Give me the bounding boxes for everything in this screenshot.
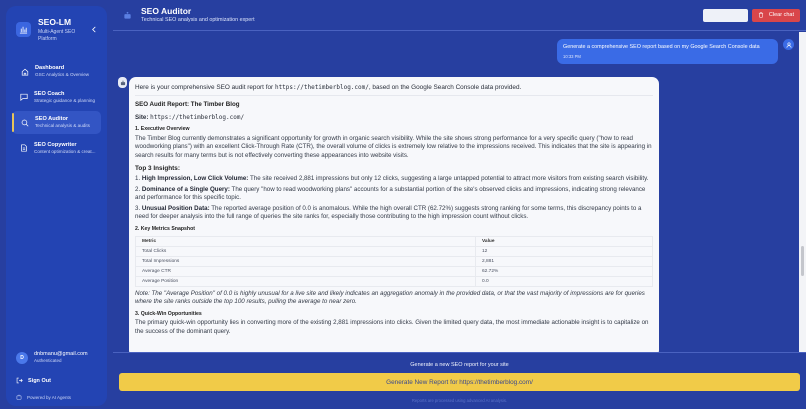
page-title: SEO Auditor: [141, 6, 192, 16]
metric-value: 2,881: [476, 256, 653, 266]
metrics-table: [135, 236, 653, 287]
search-icon: [20, 118, 29, 127]
user-profile: [16, 351, 97, 364]
robot-icon: [123, 11, 132, 20]
sidebar-item-seo-copywriter[interactable]: [12, 137, 101, 160]
sidebar-item-dashboard[interactable]: [12, 60, 101, 83]
insight-text: The site received 2,881 impressions but only 12 clicks, suggesting a large untapped potential to attract more visitors from existing search visibility.: [248, 175, 649, 182]
generate-report-button[interactable]: Generate New Report for https://thetimberblog.com/: [119, 373, 800, 391]
powered-by-label: Powered by AI Agents: [27, 394, 72, 400]
generate-label: Generate a new SEO report for your site: [410, 362, 509, 368]
sidebar-footer: [6, 351, 107, 406]
report-site: [135, 114, 653, 122]
column-header: Value: [476, 236, 653, 246]
sidebar-item-subtitle: GSC Analytics & Overview: [35, 72, 90, 77]
sidebar-item-label: SEO Copywriter: [34, 141, 77, 148]
brand: [6, 6, 107, 54]
page-header: [113, 0, 806, 31]
table-row: [136, 276, 653, 286]
document-icon: [20, 144, 28, 153]
metric-name: Total Clicks: [136, 246, 476, 256]
sign-out-icon: [16, 377, 23, 384]
sidebar-item-seo-coach[interactable]: [12, 86, 101, 109]
user-status: Authenticated: [34, 358, 62, 363]
user-message: [557, 39, 778, 64]
bar-chart-icon: [16, 22, 31, 37]
avatar: D: [16, 352, 28, 364]
insight-item: [135, 205, 653, 222]
intro-text-end: , based on the Google Search Console data provided.: [368, 84, 522, 91]
chat-scrollbar[interactable]: [799, 32, 806, 352]
sign-out-button[interactable]: [16, 377, 97, 384]
metric-value: 0.0: [476, 276, 653, 286]
home-icon: [20, 67, 29, 76]
intro-url: https://thetimberblog.com/: [274, 84, 369, 91]
chat-icon: [20, 93, 28, 102]
generate-footnote: Reports are processed using advanced AI analysis.: [411, 398, 508, 403]
chevron-left-icon[interactable]: [91, 26, 97, 35]
column-header: Metric: [136, 236, 476, 246]
section-body: The primary quick-win opportunity lies in converting more of the existing 2,881 impressions into clicks. Given the limited query data, the most immediate actionable insight is to capitalize on the success of the dominant query.: [135, 319, 649, 335]
sidebar-item-subtitle: Content optimization & creat...: [34, 148, 96, 154]
insight-label: Unusual Position Data:: [141, 204, 210, 212]
metric-name: Average Position: [136, 276, 476, 286]
metric-value: 12: [476, 246, 653, 256]
clear-chat-label: Clear chat: [768, 12, 794, 18]
chat-scrollbar-thumb[interactable]: [801, 246, 804, 276]
metric-value: 62.72%: [476, 266, 653, 276]
assistant-message: [129, 77, 659, 352]
insight-label: Dominance of a Single Query:: [141, 185, 230, 193]
bot-icon: [118, 77, 127, 88]
report-intro: [135, 83, 653, 96]
table-row: [136, 266, 653, 276]
sidebar-item-subtitle: Technical analysis & audits: [35, 123, 90, 128]
trash-icon: [758, 12, 764, 18]
sidebar: [6, 6, 107, 406]
insight-number: 2.: [135, 185, 141, 193]
sign-out-label: Sign Out: [28, 377, 51, 384]
section-heading: 1. Executive Overview: [135, 126, 190, 132]
report-title: SEO Audit Report: The Timber Blog: [135, 101, 240, 108]
user-message-text: Generate a comprehensive SEO report based on my Google Search Console data: [563, 44, 760, 50]
insight-text: The reported average position of 0.0 is anomalous. While the high overall CTR (62.72%) suggests strong ranking for some terms, this discrepancy points to a need for deeper analysis into the full range of queries the site ranks for, especially those contributing to the high impression count without clicks.: [135, 204, 642, 220]
section-heading: 3. Quick-Win Opportunities: [135, 310, 202, 317]
sidebar-item-label: SEO Auditor: [35, 116, 69, 122]
sidebar-item-label: SEO Coach: [34, 90, 65, 97]
clear-chat-button[interactable]: [752, 9, 800, 22]
robot-icon: [16, 394, 22, 400]
brand-subtitle: Multi-Agent SEO Platform: [38, 29, 76, 42]
site-url: https://thetimberblog.com/: [150, 114, 245, 121]
generate-panel: [113, 352, 806, 409]
header-light-button[interactable]: [703, 9, 748, 22]
insight-label: High Impression, Low Click Volume:: [141, 175, 249, 182]
sidebar-item-seo-auditor[interactable]: [12, 111, 101, 134]
sidebar-nav: [6, 60, 107, 162]
insight-item: [135, 175, 653, 184]
insight-number: 3.: [135, 204, 141, 212]
section-body: The Timber Blog currently demonstrates a significant opportunity for growth in organic search visibility. While the site shows strong performance for a very specific query ("how to read woodworking plans") with an excellent Click-Through Rate (CTR), the overall volume of clicks is extremely low relative to the impressions received. This indicates that the site is appearing in search results for many terms but is not effectively converting these appearances into website visits.: [135, 134, 652, 159]
insight-item: [135, 186, 653, 203]
insight-number: 1.: [135, 175, 141, 182]
message-timestamp: 10:33 PM: [563, 54, 581, 59]
user-email: dnbmanu@gmail.com: [34, 351, 88, 357]
table-row: [136, 246, 653, 256]
metrics-note: Note: The "Average Position" of 0.0 is highly unusual for a live site and likely indicates an aggregation anomaly in the provided data, or that the vast majority of impressions are for queries where the site ranks outside the top 100 results, pulling the average to near zero.: [135, 289, 645, 305]
brand-title: SEO-LM: [38, 17, 72, 27]
site-label: Site:: [135, 114, 149, 121]
insight-text: The query "how to read woodworking plans" accounts for a substantial portion of the site's observed clicks and impressions, indicating strong relevance and performance for this specific topic.: [135, 185, 646, 201]
insights-heading: Top 3 Insights:: [135, 165, 180, 172]
metric-name: Average CTR: [136, 266, 476, 276]
intro-text: Here is your comprehensive SEO audit report for: [135, 84, 275, 91]
user-icon: [783, 39, 794, 50]
section-heading: 2. Key Metrics Snapshot: [135, 225, 195, 232]
powered-by: [16, 394, 97, 400]
page-subtitle: Technical SEO analysis and optimization expert: [141, 17, 255, 23]
metric-name: Total Impressions: [136, 256, 476, 266]
chat-area: [113, 32, 799, 352]
sidebar-item-subtitle: Strategic guidance & planning: [34, 97, 96, 103]
table-row: [136, 256, 653, 266]
sidebar-item-label: Dashboard: [35, 65, 65, 71]
table-header-row: [136, 236, 653, 246]
